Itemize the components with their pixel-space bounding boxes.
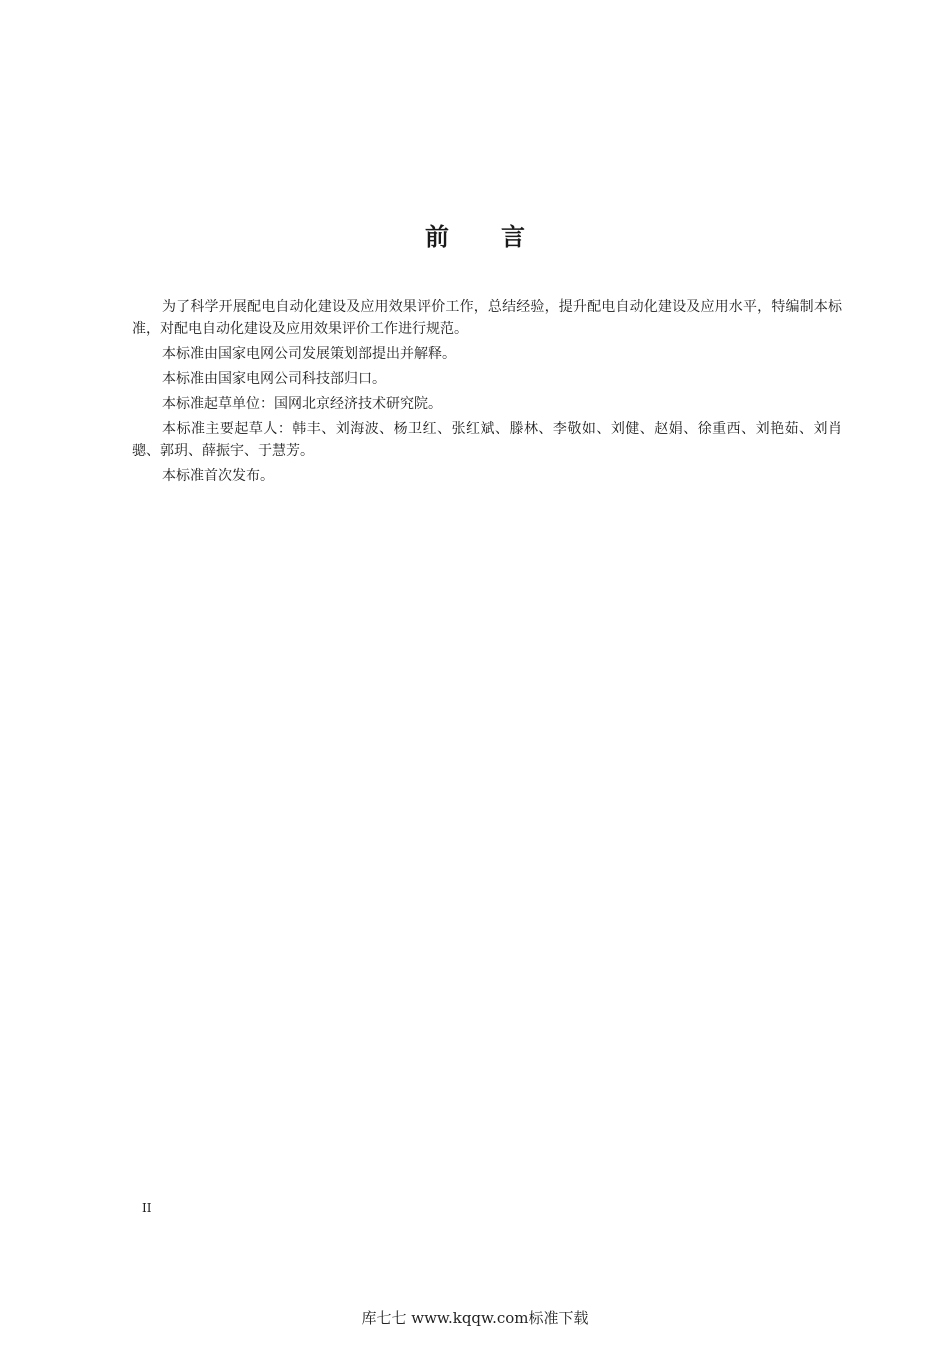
paragraph-proposer: 本标准由国家电网公司发展策划部提出并解释。 [162, 346, 456, 362]
page-number: II [142, 1201, 152, 1215]
paragraph-administrator: 本标准由国家电网公司科技部归口。 [162, 371, 386, 387]
paragraph-purpose: 为了科学开展配电自动化建设及应用效果评价工作，总结经验，提升配电自动化建设及应用水平，特编制本标准，对配电自动化建设及应用效果评价工作进行规范。 [132, 299, 842, 337]
footer-watermark-text: 库七七 www.kqqw.com标准下载 [361, 1309, 589, 1327]
page-title: 前言 [425, 223, 577, 251]
paragraph-drafting-unit: 本标准起草单位：国网北京经济技术研究院。 [162, 396, 442, 412]
paragraph-drafters: 本标准主要起草人：韩丰、刘海波、杨卫红、张红斌、滕林、李敬如、刘健、赵娟、徐重西、刘艳茹、刘肖骢、郭玥、薛振宇、于慧芳。 [132, 421, 842, 459]
paragraph-first-release: 本标准首次发布。 [162, 468, 274, 484]
document-body [132, 296, 842, 490]
